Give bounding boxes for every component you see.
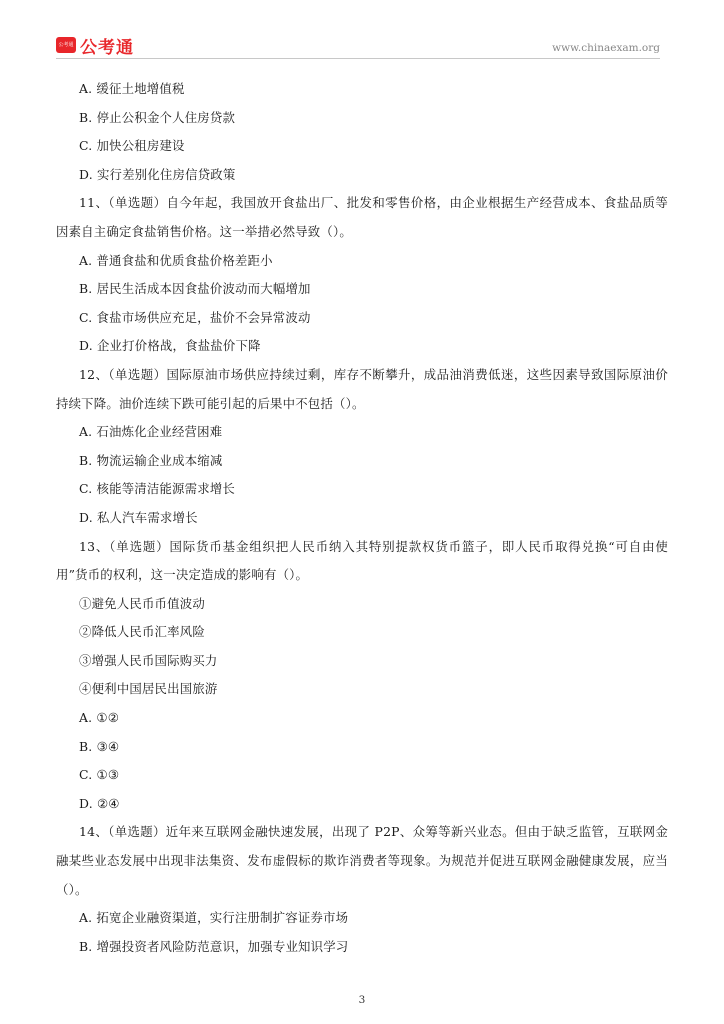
option-line: C. 加快公租房建设	[79, 138, 185, 154]
question-11: 11、（单选题）自今年起，我国放开食盐出厂、批发和零售价格，由企业根据生产经营成本、食盐品质等因素自主确定食盐销售价格。这一举措必然导致（）。	[56, 195, 668, 239]
option-line: B. 物流运输企业成本缩减	[79, 452, 223, 468]
option-line: B. 增强投资者风险防范意识，加强专业知识学习	[79, 938, 349, 954]
statement-line: ①避免人民币币值波动	[79, 595, 205, 611]
brand-logo[interactable]	[56, 34, 134, 56]
logo-text: 公考通	[80, 37, 134, 58]
question-12: 12、（单选题）国际原油市场供应持续过剩，库存不断攀升，成品油消费低迷，这些因素导致国际原油价持续下降。油价连续下跌可能引起的后果中不包括（）。	[56, 366, 668, 411]
option-line: A. 普通食盐和优质食盐价格差距小	[79, 252, 273, 268]
page-header	[56, 34, 660, 60]
option-line: B. ③④	[79, 738, 120, 754]
statement-line: ③增强人民币国际购买力	[79, 652, 218, 668]
header-divider	[56, 58, 660, 59]
option-line: D. ②④	[79, 795, 120, 811]
option-line: D. 实行差别化住房信贷政策	[79, 166, 236, 182]
option-line: B. 居民生活成本因食盐价波动而大幅增加	[79, 281, 311, 297]
option-line: C. 食盐市场供应充足，盐价不会异常波动	[79, 309, 311, 325]
option-line: B. 停止公积金个人住房贷款	[79, 109, 236, 125]
option-line: D. 私人汽车需求增长	[79, 509, 198, 525]
option-line: A. 缓征土地增值税	[79, 81, 185, 96]
option-line: A. 拓宽企业融资渠道，实行注册制扩容证券市场	[79, 910, 349, 926]
statement-line: ④便利中国居民出国旅游	[79, 681, 218, 697]
option-line: D. 企业打价格战，食盐盐价下降	[79, 338, 261, 354]
statement-line: ②降低人民币汇率风险	[79, 624, 205, 640]
question-13: 13、（单选题）国际货币基金组织把人民币纳入其特别提款权货币篮子，即人民币取得兑换“可自由使用”货币的权利，这一决定造成的影响有（）。	[56, 538, 668, 583]
document-body	[56, 75, 668, 961]
option-line: C. ①③	[79, 767, 120, 783]
site-url-link[interactable]: www.chinaexam.org	[552, 42, 660, 54]
question-14: 14、（单选题）近年来互联网金融快速发展，出现了 P2P、众筹等新兴业态。但由于缺乏监管，互联网金融某些业态发展中出现非法集资、发布虚假标的欺诈消费者等现象。为规范并促进互联网金融健康发展，应当（）。	[56, 824, 668, 897]
logo-badge-icon: 公考通	[56, 37, 76, 53]
option-line: A. ①②	[79, 710, 120, 726]
option-line: C. 核能等清洁能源需求增长	[79, 481, 236, 497]
page-number: 3	[358, 994, 366, 1006]
option-line: A. 石油炼化企业经营困难	[79, 424, 223, 440]
